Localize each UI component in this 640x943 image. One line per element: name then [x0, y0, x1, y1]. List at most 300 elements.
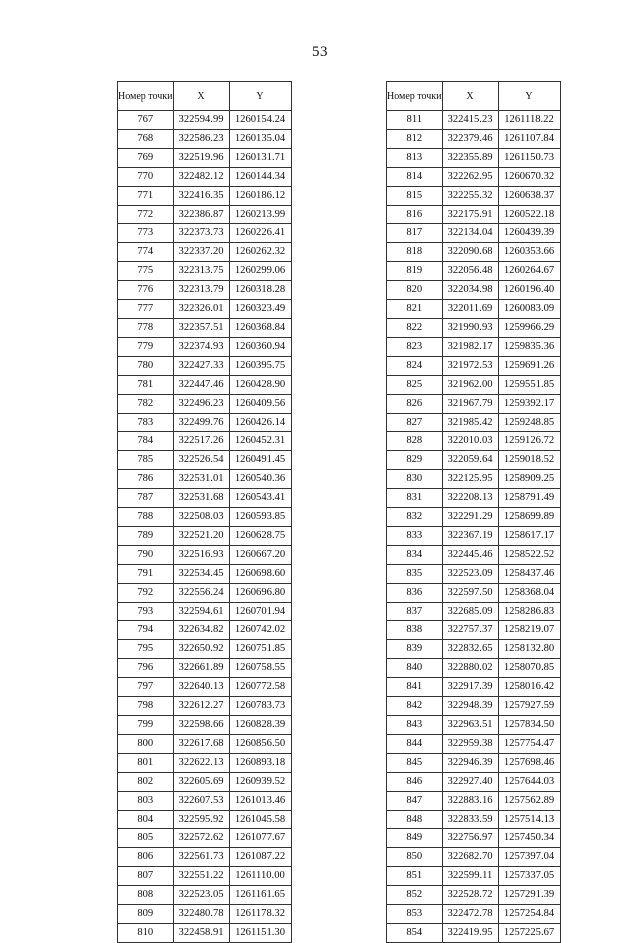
table-row: [387, 848, 561, 867]
point-number-cell: 774: [118, 243, 174, 262]
x-coordinate-cell: 322682.70: [442, 848, 498, 867]
table-row: [118, 886, 292, 905]
x-coordinate-cell: 322175.91: [442, 205, 498, 224]
y-coordinate-cell: 1260135.04: [229, 129, 291, 148]
y-coordinate-cell: 1260368.84: [229, 318, 291, 337]
y-coordinate-cell: 1257754.47: [498, 734, 560, 753]
table-row: [118, 243, 292, 262]
y-coordinate-cell: 1260409.56: [229, 394, 291, 413]
point-number-cell: 853: [387, 905, 443, 924]
point-number-cell: 786: [118, 470, 174, 489]
point-number-cell: 810: [118, 923, 174, 942]
point-number-cell: 807: [118, 867, 174, 886]
point-number-cell: 775: [118, 262, 174, 281]
table-row: [118, 545, 292, 564]
point-number-cell: 837: [387, 602, 443, 621]
y-coordinate-cell: 1260856.50: [229, 734, 291, 753]
table-row: [118, 432, 292, 451]
point-number-cell: 790: [118, 545, 174, 564]
x-coordinate-cell: 322531.01: [173, 470, 229, 489]
y-coordinate-cell: 1258522.52: [498, 545, 560, 564]
point-number-cell: 830: [387, 470, 443, 489]
point-number-cell: 824: [387, 356, 443, 375]
y-coordinate-cell: 1258617.17: [498, 526, 560, 545]
x-coordinate-cell: 322458.91: [173, 923, 229, 942]
x-coordinate-cell: 322134.04: [442, 224, 498, 243]
point-number-cell: 779: [118, 337, 174, 356]
table-row: [118, 678, 292, 697]
point-number-cell: 817: [387, 224, 443, 243]
y-coordinate-cell: 1260154.24: [229, 111, 291, 130]
y-coordinate-cell: 1260628.75: [229, 526, 291, 545]
table-row: [118, 848, 292, 867]
table-row: [387, 867, 561, 886]
table-row: [118, 905, 292, 924]
header-y: Y: [498, 82, 560, 111]
x-coordinate-cell: 322572.62: [173, 829, 229, 848]
y-coordinate-cell: 1258909.25: [498, 470, 560, 489]
coordinates-table-left: [117, 81, 292, 943]
y-coordinate-cell: 1258368.04: [498, 583, 560, 602]
y-coordinate-cell: 1261161.65: [229, 886, 291, 905]
x-coordinate-cell: 322208.13: [442, 489, 498, 508]
y-coordinate-cell: 1260299.06: [229, 262, 291, 281]
x-coordinate-cell: 322883.16: [442, 791, 498, 810]
y-coordinate-cell: 1259248.85: [498, 413, 560, 432]
point-number-cell: 784: [118, 432, 174, 451]
x-coordinate-cell: 322056.48: [442, 262, 498, 281]
point-number-cell: 795: [118, 640, 174, 659]
x-coordinate-cell: 322594.99: [173, 111, 229, 130]
x-coordinate-cell: 322586.23: [173, 129, 229, 148]
point-number-cell: 806: [118, 848, 174, 867]
x-coordinate-cell: 322526.54: [173, 451, 229, 470]
point-number-cell: 851: [387, 867, 443, 886]
point-number-cell: 776: [118, 281, 174, 300]
table-row: [387, 167, 561, 186]
table-row: [387, 923, 561, 942]
y-coordinate-cell: 1261077.67: [229, 829, 291, 848]
x-coordinate-cell: 322612.27: [173, 697, 229, 716]
table-row: [387, 394, 561, 413]
y-coordinate-cell: 1259691.26: [498, 356, 560, 375]
point-number-cell: 841: [387, 678, 443, 697]
x-coordinate-cell: 322337.20: [173, 243, 229, 262]
point-number-cell: 780: [118, 356, 174, 375]
point-number-cell: 770: [118, 167, 174, 186]
table-row: [387, 810, 561, 829]
x-coordinate-cell: 322833.59: [442, 810, 498, 829]
table-row: [387, 148, 561, 167]
x-coordinate-cell: 322617.68: [173, 734, 229, 753]
y-coordinate-cell: 1257397.04: [498, 848, 560, 867]
point-number-cell: 769: [118, 148, 174, 167]
x-coordinate-cell: 322011.69: [442, 300, 498, 319]
x-coordinate-cell: 322262.95: [442, 167, 498, 186]
x-coordinate-cell: 322379.46: [442, 129, 498, 148]
y-coordinate-cell: 1257927.59: [498, 697, 560, 716]
table-row: [387, 734, 561, 753]
x-coordinate-cell: 322607.53: [173, 791, 229, 810]
x-coordinate-cell: 321967.79: [442, 394, 498, 413]
y-coordinate-cell: 1260670.32: [498, 167, 560, 186]
y-coordinate-cell: 1260540.36: [229, 470, 291, 489]
y-coordinate-cell: 1259018.52: [498, 451, 560, 470]
page-number: 53: [312, 44, 328, 60]
y-coordinate-cell: 1259392.17: [498, 394, 560, 413]
x-coordinate-cell: 321982.17: [442, 337, 498, 356]
point-number-cell: 792: [118, 583, 174, 602]
point-number-cell: 796: [118, 659, 174, 678]
table-row: [387, 129, 561, 148]
x-coordinate-cell: 322597.50: [442, 583, 498, 602]
x-coordinate-cell: 322519.96: [173, 148, 229, 167]
point-number-cell: 835: [387, 564, 443, 583]
table-row: [387, 413, 561, 432]
point-number-cell: 819: [387, 262, 443, 281]
table-row: [387, 262, 561, 281]
x-coordinate-cell: 322561.73: [173, 848, 229, 867]
point-number-cell: 805: [118, 829, 174, 848]
x-coordinate-cell: 322010.03: [442, 432, 498, 451]
point-number-cell: 801: [118, 753, 174, 772]
point-number-cell: 822: [387, 318, 443, 337]
point-number-cell: 788: [118, 508, 174, 527]
table-row: [118, 186, 292, 205]
point-number-cell: 772: [118, 205, 174, 224]
point-number-cell: 771: [118, 186, 174, 205]
table-row: [118, 413, 292, 432]
header-x: X: [442, 82, 498, 111]
table-row: [387, 300, 561, 319]
y-coordinate-cell: 1260893.18: [229, 753, 291, 772]
y-coordinate-cell: 1260667.20: [229, 545, 291, 564]
point-number-cell: 839: [387, 640, 443, 659]
table-row: [118, 394, 292, 413]
y-coordinate-cell: 1260939.52: [229, 772, 291, 791]
table-row: [387, 318, 561, 337]
x-coordinate-cell: 322634.82: [173, 621, 229, 640]
x-coordinate-cell: 322419.95: [442, 923, 498, 942]
y-coordinate-cell: 1258286.83: [498, 602, 560, 621]
x-coordinate-cell: 322959.38: [442, 734, 498, 753]
x-coordinate-cell: 322640.13: [173, 678, 229, 697]
x-coordinate-cell: 322415.23: [442, 111, 498, 130]
point-number-cell: 767: [118, 111, 174, 130]
x-coordinate-cell: 322326.01: [173, 300, 229, 319]
x-coordinate-cell: 321985.42: [442, 413, 498, 432]
y-coordinate-cell: 1258699.89: [498, 508, 560, 527]
table-row: [118, 697, 292, 716]
table-row: [387, 281, 561, 300]
x-coordinate-cell: 322880.02: [442, 659, 498, 678]
table-row: [118, 300, 292, 319]
x-coordinate-cell: 322499.76: [173, 413, 229, 432]
y-coordinate-cell: 1261087.22: [229, 848, 291, 867]
table-row: [387, 111, 561, 130]
table-row: [118, 659, 292, 678]
x-coordinate-cell: 322521.20: [173, 526, 229, 545]
x-coordinate-cell: 322757.37: [442, 621, 498, 640]
point-number-cell: 852: [387, 886, 443, 905]
point-number-cell: 813: [387, 148, 443, 167]
point-number-cell: 797: [118, 678, 174, 697]
x-coordinate-cell: 322832.65: [442, 640, 498, 659]
table-row: [387, 432, 561, 451]
y-coordinate-cell: 1260213.99: [229, 205, 291, 224]
point-number-cell: 812: [387, 129, 443, 148]
x-coordinate-cell: 322374.93: [173, 337, 229, 356]
table-row: [387, 243, 561, 262]
table-row: [387, 205, 561, 224]
y-coordinate-cell: 1260593.85: [229, 508, 291, 527]
y-coordinate-cell: 1260426.14: [229, 413, 291, 432]
x-coordinate-cell: 322523.09: [442, 564, 498, 583]
table-row: [387, 356, 561, 375]
x-coordinate-cell: 322416.35: [173, 186, 229, 205]
table-row: [118, 564, 292, 583]
x-coordinate-cell: 321990.93: [442, 318, 498, 337]
table-row: [387, 640, 561, 659]
table-row: [118, 148, 292, 167]
table-row: [387, 337, 561, 356]
point-number-cell: 826: [387, 394, 443, 413]
y-coordinate-cell: 1260131.71: [229, 148, 291, 167]
point-number-cell: 785: [118, 451, 174, 470]
y-coordinate-cell: 1257834.50: [498, 716, 560, 735]
table-row: [118, 318, 292, 337]
point-number-cell: 829: [387, 451, 443, 470]
x-coordinate-cell: 322357.51: [173, 318, 229, 337]
point-number-cell: 845: [387, 753, 443, 772]
table-row: [118, 526, 292, 545]
table-row: [387, 753, 561, 772]
point-number-cell: 836: [387, 583, 443, 602]
point-number-cell: 849: [387, 829, 443, 848]
y-coordinate-cell: 1257450.34: [498, 829, 560, 848]
y-coordinate-cell: 1257291.39: [498, 886, 560, 905]
y-coordinate-cell: 1261110.00: [229, 867, 291, 886]
point-number-cell: 778: [118, 318, 174, 337]
x-coordinate-cell: 322598.66: [173, 716, 229, 735]
x-coordinate-cell: 322556.24: [173, 583, 229, 602]
table-row: [387, 659, 561, 678]
table-row: [118, 281, 292, 300]
y-coordinate-cell: 1257562.89: [498, 791, 560, 810]
x-coordinate-cell: 322622.13: [173, 753, 229, 772]
table-row: [118, 734, 292, 753]
x-coordinate-cell: 322948.39: [442, 697, 498, 716]
x-coordinate-cell: 322427.33: [173, 356, 229, 375]
point-number-cell: 825: [387, 375, 443, 394]
point-number-cell: 808: [118, 886, 174, 905]
y-coordinate-cell: 1258219.07: [498, 621, 560, 640]
y-coordinate-cell: 1261045.58: [229, 810, 291, 829]
table-row: [387, 564, 561, 583]
point-number-cell: 804: [118, 810, 174, 829]
table-row: [118, 923, 292, 942]
y-coordinate-cell: 1260638.37: [498, 186, 560, 205]
x-coordinate-cell: 322313.79: [173, 281, 229, 300]
x-coordinate-cell: 322599.11: [442, 867, 498, 886]
y-coordinate-cell: 1261118.22: [498, 111, 560, 130]
y-coordinate-cell: 1260323.49: [229, 300, 291, 319]
point-number-cell: 832: [387, 508, 443, 527]
table-row: [118, 829, 292, 848]
x-coordinate-cell: 322516.93: [173, 545, 229, 564]
table-row: [387, 791, 561, 810]
y-coordinate-cell: 1260452.31: [229, 432, 291, 451]
table-row: [387, 470, 561, 489]
table-header-row: [387, 82, 561, 111]
y-coordinate-cell: 1260491.45: [229, 451, 291, 470]
y-coordinate-cell: 1258791.49: [498, 489, 560, 508]
point-number-cell: 828: [387, 432, 443, 451]
y-coordinate-cell: 1260186.12: [229, 186, 291, 205]
x-coordinate-cell: 322373.73: [173, 224, 229, 243]
point-number-cell: 814: [387, 167, 443, 186]
x-coordinate-cell: 322528.72: [442, 886, 498, 905]
header-point-number: Номер точки: [118, 82, 174, 111]
x-coordinate-cell: 322480.78: [173, 905, 229, 924]
y-coordinate-cell: 1257698.46: [498, 753, 560, 772]
x-coordinate-cell: 322650.92: [173, 640, 229, 659]
table-row: [387, 224, 561, 243]
point-number-cell: 802: [118, 772, 174, 791]
table-row: [387, 451, 561, 470]
point-number-cell: 791: [118, 564, 174, 583]
x-coordinate-cell: 322090.68: [442, 243, 498, 262]
point-number-cell: 848: [387, 810, 443, 829]
point-number-cell: 777: [118, 300, 174, 319]
y-coordinate-cell: 1261107.84: [498, 129, 560, 148]
table-row: [118, 337, 292, 356]
y-coordinate-cell: 1260783.73: [229, 697, 291, 716]
table-row: [387, 678, 561, 697]
y-coordinate-cell: 1260428.90: [229, 375, 291, 394]
y-coordinate-cell: 1260751.85: [229, 640, 291, 659]
y-coordinate-cell: 1261013.46: [229, 791, 291, 810]
table-row: [118, 167, 292, 186]
table-row: [387, 508, 561, 527]
table-row: [118, 262, 292, 281]
y-coordinate-cell: 1260772.58: [229, 678, 291, 697]
y-coordinate-cell: 1260758.55: [229, 659, 291, 678]
table-row: [387, 829, 561, 848]
y-coordinate-cell: 1260360.94: [229, 337, 291, 356]
x-coordinate-cell: 322508.03: [173, 508, 229, 527]
table-row: [118, 508, 292, 527]
point-number-cell: 798: [118, 697, 174, 716]
table-row: [118, 716, 292, 735]
point-number-cell: 816: [387, 205, 443, 224]
y-coordinate-cell: 1261150.73: [498, 148, 560, 167]
point-number-cell: 847: [387, 791, 443, 810]
table-row: [118, 129, 292, 148]
y-coordinate-cell: 1258070.85: [498, 659, 560, 678]
y-coordinate-cell: 1261178.32: [229, 905, 291, 924]
x-coordinate-cell: 322255.32: [442, 186, 498, 205]
y-coordinate-cell: 1257337.05: [498, 867, 560, 886]
y-coordinate-cell: 1260262.32: [229, 243, 291, 262]
point-number-cell: 834: [387, 545, 443, 564]
x-coordinate-cell: 322125.95: [442, 470, 498, 489]
x-coordinate-cell: 322447.46: [173, 375, 229, 394]
point-number-cell: 833: [387, 526, 443, 545]
point-number-cell: 842: [387, 697, 443, 716]
table-header-row: [118, 82, 292, 111]
x-coordinate-cell: 322927.40: [442, 772, 498, 791]
point-number-cell: 815: [387, 186, 443, 205]
table-row: [118, 111, 292, 130]
x-coordinate-cell: 321962.00: [442, 375, 498, 394]
x-coordinate-cell: 322756.97: [442, 829, 498, 848]
table-row: [387, 716, 561, 735]
table-row: [118, 867, 292, 886]
point-number-cell: 821: [387, 300, 443, 319]
x-coordinate-cell: 322059.64: [442, 451, 498, 470]
y-coordinate-cell: 1259551.85: [498, 375, 560, 394]
point-number-cell: 794: [118, 621, 174, 640]
y-coordinate-cell: 1260439.39: [498, 224, 560, 243]
table-row: [118, 640, 292, 659]
y-coordinate-cell: 1259835.36: [498, 337, 560, 356]
point-number-cell: 843: [387, 716, 443, 735]
point-number-cell: 768: [118, 129, 174, 148]
y-coordinate-cell: 1260318.28: [229, 281, 291, 300]
table-row: [118, 205, 292, 224]
point-number-cell: 823: [387, 337, 443, 356]
x-coordinate-cell: 322482.12: [173, 167, 229, 186]
table-row: [118, 224, 292, 243]
y-coordinate-cell: 1260698.60: [229, 564, 291, 583]
x-coordinate-cell: 322367.19: [442, 526, 498, 545]
y-coordinate-cell: 1258016.42: [498, 678, 560, 697]
x-coordinate-cell: 322445.46: [442, 545, 498, 564]
point-number-cell: 800: [118, 734, 174, 753]
table-row: [387, 621, 561, 640]
y-coordinate-cell: 1257254.84: [498, 905, 560, 924]
table-row: [387, 886, 561, 905]
point-number-cell: 820: [387, 281, 443, 300]
y-coordinate-cell: 1260196.40: [498, 281, 560, 300]
x-coordinate-cell: 322517.26: [173, 432, 229, 451]
table-row: [118, 451, 292, 470]
y-coordinate-cell: 1260522.18: [498, 205, 560, 224]
y-coordinate-cell: 1260828.39: [229, 716, 291, 735]
point-number-cell: 789: [118, 526, 174, 545]
table-row: [118, 772, 292, 791]
point-number-cell: 838: [387, 621, 443, 640]
point-number-cell: 787: [118, 489, 174, 508]
point-number-cell: 783: [118, 413, 174, 432]
point-number-cell: 840: [387, 659, 443, 678]
y-coordinate-cell: 1260543.41: [229, 489, 291, 508]
x-coordinate-cell: 322355.89: [442, 148, 498, 167]
header-point-number: Номер точки: [387, 82, 443, 111]
x-coordinate-cell: 322946.39: [442, 753, 498, 772]
x-coordinate-cell: 322661.89: [173, 659, 229, 678]
table-row: [118, 470, 292, 489]
header-x: X: [173, 82, 229, 111]
y-coordinate-cell: 1260264.67: [498, 262, 560, 281]
y-coordinate-cell: 1260353.66: [498, 243, 560, 262]
coordinates-table-right: [386, 81, 561, 943]
point-number-cell: 850: [387, 848, 443, 867]
table-row: [118, 602, 292, 621]
point-number-cell: 818: [387, 243, 443, 262]
x-coordinate-cell: 322917.39: [442, 678, 498, 697]
